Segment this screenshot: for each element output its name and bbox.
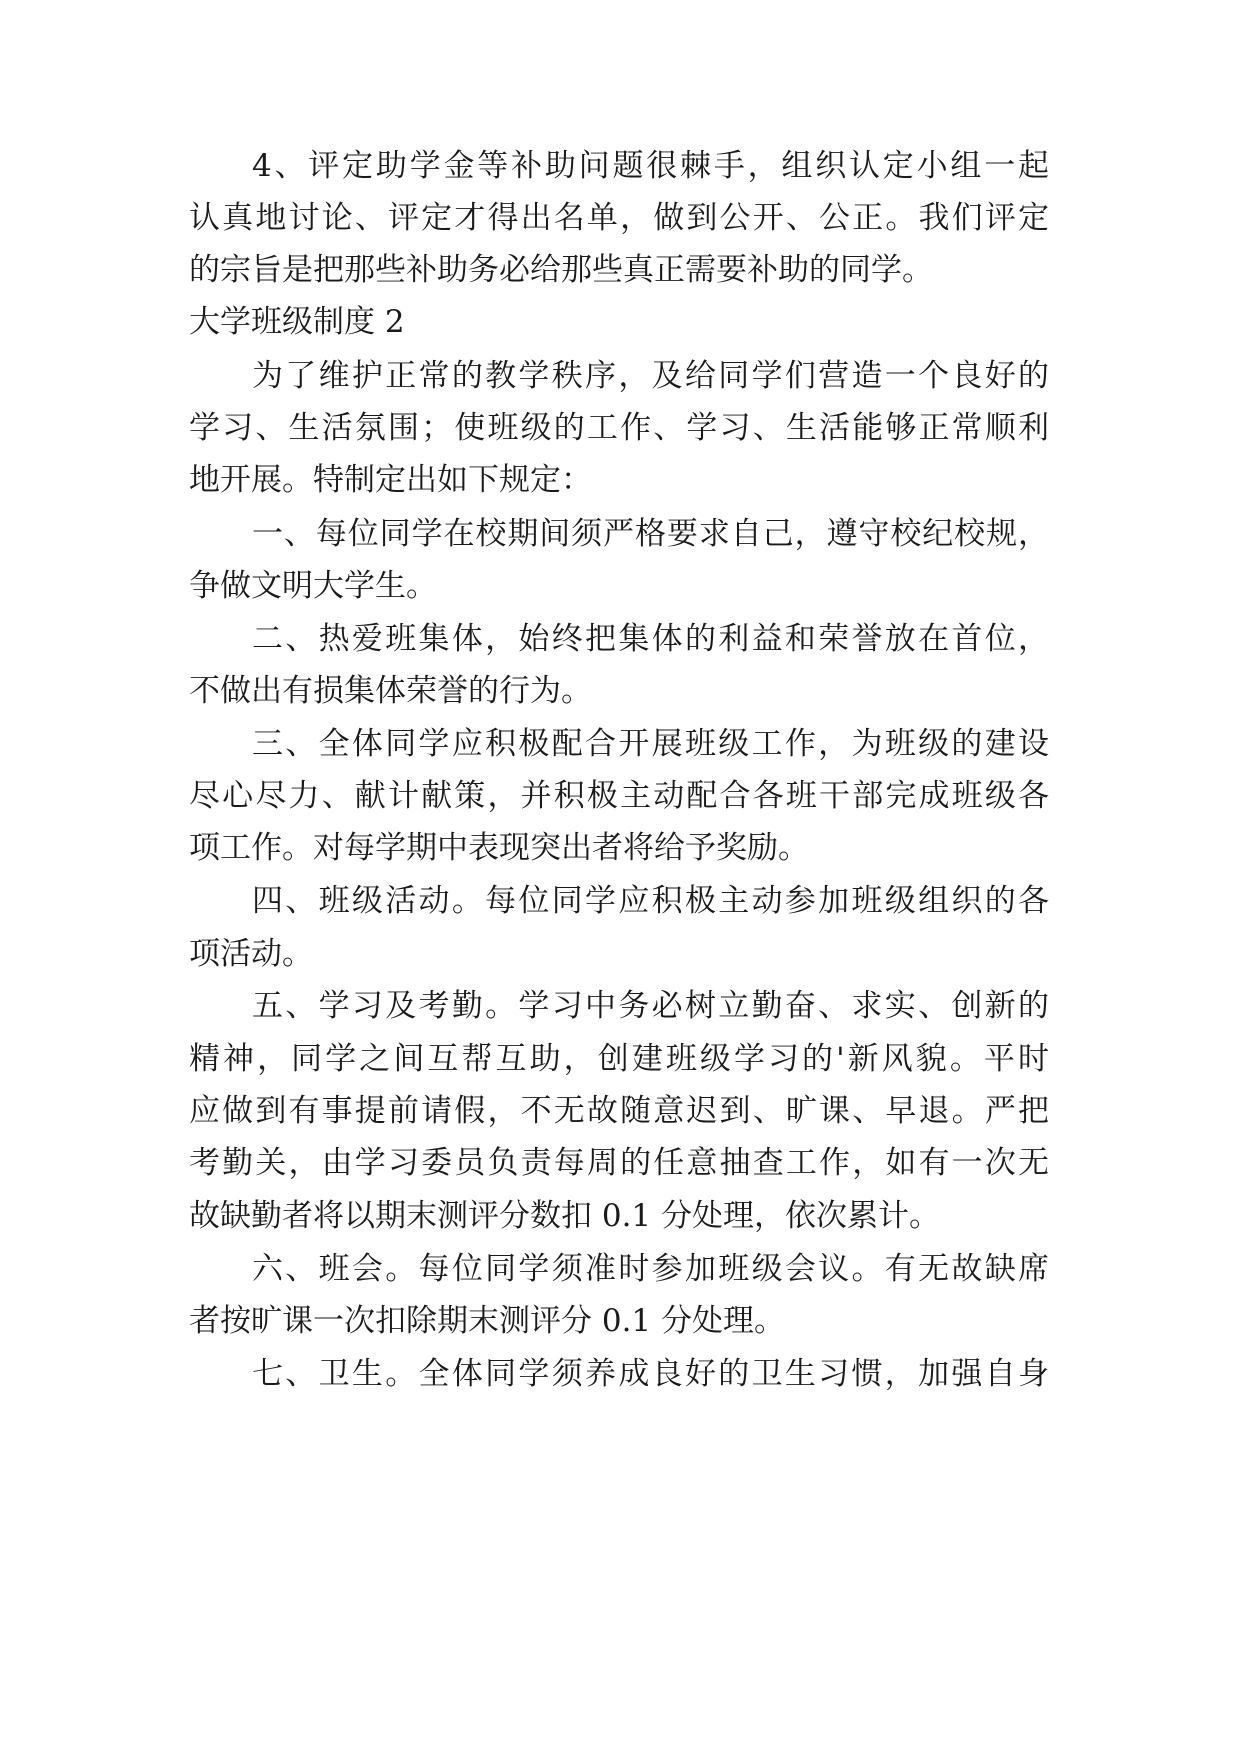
text-line: 的宗旨是把那些补助务必给那些真正需要补助的同学。 [189, 252, 933, 288]
text-line: 五、学习及考勤。学习中务必树立勤奋、求实、创新的 [252, 988, 1049, 1024]
text-line: 争做文明大学生。 [189, 568, 437, 604]
text-line: 认真地讨论、评定才得出名单，做到公开、公正。我们评定 [189, 200, 1049, 236]
text-line: 一、每位同学在校期间须严格要求自己，遵守校纪校规， [252, 516, 1049, 552]
text-line: 二、热爱班集体，始终把集体的利益和荣誉放在首位， [252, 621, 1049, 657]
text-line: 为了维护正常的教学秩序，及给同学们营造一个良好的 [252, 358, 1049, 394]
text-line: 精神，同学之间互帮互助，创建班级学习的'新风貌。平时 [189, 1041, 1049, 1077]
text-line: 六、班会。每位同学须准时参加班级会议。有无故缺席 [252, 1251, 1049, 1287]
text-line: 应做到有事提前请假，不无故随意迟到、旷课、早退。严把 [189, 1093, 1049, 1129]
text-line: 4、评定助学金等补助问题很棘手，组织认定小组一起 [252, 148, 1049, 184]
text-line: 四、班级活动。每位同学应积极主动参加班级组织的各 [252, 883, 1049, 919]
text-line: 故缺勤者将以期末测评分数扣 0.1 分处理，依次累计。 [189, 1198, 941, 1234]
section-heading: 大学班级制度 2 [189, 304, 405, 340]
text-line: 学习、生活氛围；使班级的工作、学习、生活能够正常顺利 [189, 410, 1049, 446]
text-line: 三、全体同学应积极配合开展班级工作，为班级的建设 [252, 726, 1049, 762]
text-line: 者按旷课一次扣除期末测评分 0.1 分处理。 [189, 1303, 786, 1339]
text-line: 七、卫生。全体同学须养成良好的卫生习惯，加强自身 [252, 1356, 1049, 1392]
text-line: 项工作。对每学期中表现突出者将给予奖励。 [189, 830, 809, 866]
text-line: 项活动。 [189, 936, 313, 972]
text-line: 不做出有损集体荣誉的行为。 [189, 673, 592, 709]
text-line: 考勤关，由学习委员负责每周的任意抽查工作，如有一次无 [189, 1145, 1049, 1181]
text-line: 地开展。特制定出如下规定： [189, 462, 592, 498]
text-line: 尽心尽力、献计献策，并积极主动配合各班干部完成班级各 [189, 778, 1049, 814]
